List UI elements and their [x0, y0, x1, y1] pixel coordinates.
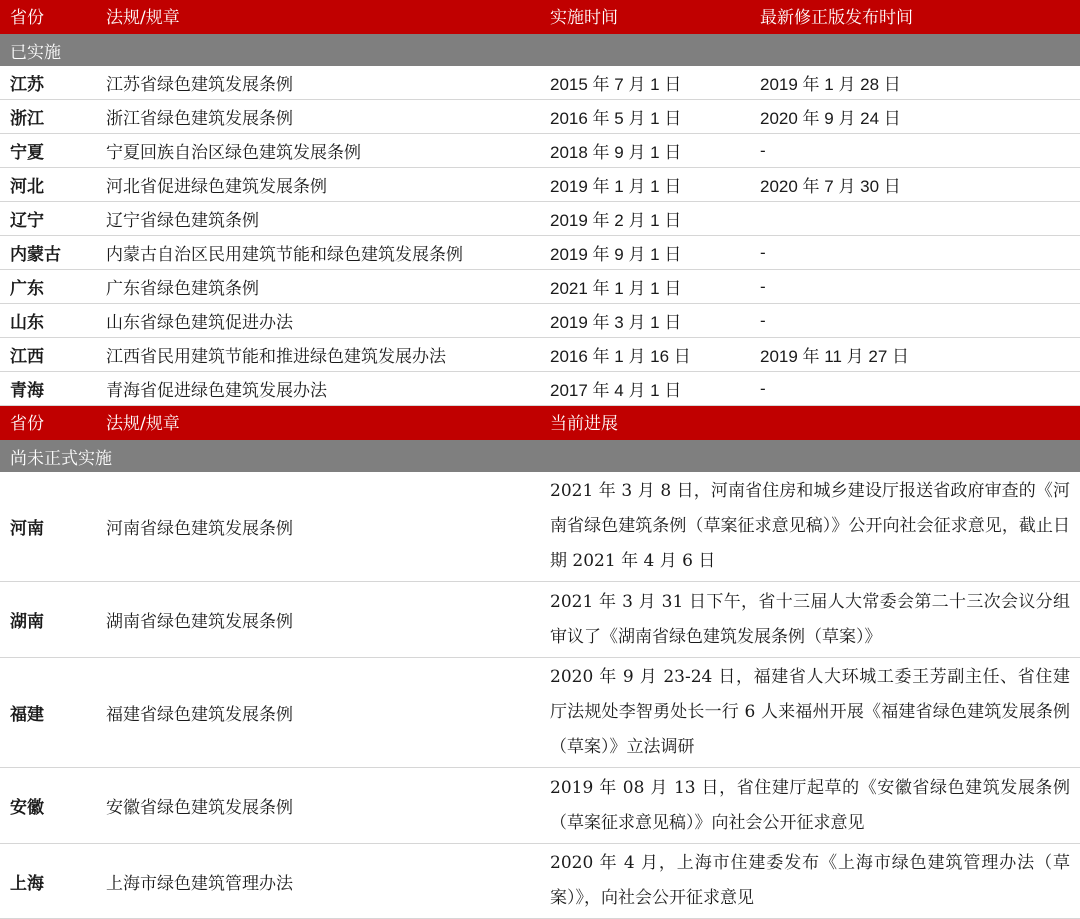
table-row: [0, 134, 1080, 168]
province-cell: 上海: [0, 844, 96, 919]
table-row: [0, 202, 1080, 236]
header-regulation: 法规/规章: [96, 0, 540, 34]
revised-time-cell: [750, 202, 1080, 236]
section-row-implemented: [0, 34, 1080, 66]
header-province: 省份: [0, 406, 96, 441]
table-row: [0, 472, 1080, 582]
table-row: [0, 236, 1080, 270]
province-cell: 江西: [0, 338, 96, 372]
revised-time-cell: -: [750, 372, 1080, 406]
province-cell: 河南: [0, 472, 96, 582]
header-row-pending: [0, 406, 1080, 441]
regulation-cell: 河南省绿色建筑发展条例: [96, 472, 540, 582]
province-cell: 内蒙古: [0, 236, 96, 270]
table-row: [0, 100, 1080, 134]
revised-time-cell: 2019 年 11 月 27 日: [750, 338, 1080, 372]
impl-time-cell: 2019 年 9 月 1 日: [540, 236, 750, 270]
impl-time-cell: 2016 年 5 月 1 日: [540, 100, 750, 134]
impl-time-cell: 2019 年 3 月 1 日: [540, 304, 750, 338]
header-province: 省份: [0, 0, 96, 34]
impl-time-cell: 2019 年 2 月 1 日: [540, 202, 750, 236]
table-row: [0, 582, 1080, 658]
impl-time-cell: 2015 年 7 月 1 日: [540, 66, 750, 100]
regulation-cell: 安徽省绿色建筑发展条例: [96, 768, 540, 844]
revised-time-cell: -: [750, 236, 1080, 270]
regulation-cell: 广东省绿色建筑条例: [96, 270, 540, 304]
province-cell: 广东: [0, 270, 96, 304]
progress-cell: 2020 年 9 月 23-24 日，福建省人大环城工委王芳副主任、省住建厅法规处李智勇处长一行 6 人来福州开展《福建省绿色建筑发展条例（草案）》立法调研: [540, 658, 1080, 768]
regulation-cell: 辽宁省绿色建筑条例: [96, 202, 540, 236]
impl-time-cell: 2019 年 1 月 1 日: [540, 168, 750, 202]
section-label-implemented: 已实施: [0, 34, 1080, 66]
revised-time-cell: 2020 年 7 月 30 日: [750, 168, 1080, 202]
table-row: [0, 768, 1080, 844]
regulation-cell: 湖南省绿色建筑发展条例: [96, 582, 540, 658]
impl-time-cell: 2018 年 9 月 1 日: [540, 134, 750, 168]
header-regulation: 法规/规章: [96, 406, 540, 441]
table-row: [0, 66, 1080, 100]
table-row: [0, 658, 1080, 768]
progress-cell: 2021 年 3 月 31 日下午，省十三届人大常委会第二十三次会议分组审议了《湖南省绿色建筑发展条例（草案）》: [540, 582, 1080, 658]
regulation-cell: 河北省促进绿色建筑发展条例: [96, 168, 540, 202]
regulation-cell: 江苏省绿色建筑发展条例: [96, 66, 540, 100]
province-cell: 浙江: [0, 100, 96, 134]
province-cell: 宁夏: [0, 134, 96, 168]
header-impl-time: 实施时间: [540, 0, 750, 34]
regulation-cell: 内蒙古自治区民用建筑节能和绿色建筑发展条例: [96, 236, 540, 270]
progress-cell: 2020 年 4 月，上海市住建委发布《上海市绿色建筑管理办法（草案）》，向社会公开征求意见: [540, 844, 1080, 919]
regulation-cell: 山东省绿色建筑促进办法: [96, 304, 540, 338]
province-cell: 辽宁: [0, 202, 96, 236]
regulation-cell: 宁夏回族自治区绿色建筑发展条例: [96, 134, 540, 168]
table-row: [0, 338, 1080, 372]
province-cell: 湖南: [0, 582, 96, 658]
impl-time-cell: 2016 年 1 月 16 日: [540, 338, 750, 372]
regulation-cell: 江西省民用建筑节能和推进绿色建筑发展办法: [96, 338, 540, 372]
section-row-pending: [0, 440, 1080, 472]
regulation-cell: 青海省促进绿色建筑发展办法: [96, 372, 540, 406]
table-row: [0, 844, 1080, 919]
regulation-cell: 浙江省绿色建筑发展条例: [96, 100, 540, 134]
province-cell: 山东: [0, 304, 96, 338]
revised-time-cell: -: [750, 134, 1080, 168]
province-cell: 河北: [0, 168, 96, 202]
regulation-cell: 福建省绿色建筑发展条例: [96, 658, 540, 768]
revised-time-cell: -: [750, 270, 1080, 304]
section-label-pending: 尚未正式实施: [0, 440, 1080, 472]
province-cell: 青海: [0, 372, 96, 406]
header-revised-time: 最新修正版发布时间: [750, 0, 1080, 34]
impl-time-cell: 2021 年 1 月 1 日: [540, 270, 750, 304]
revised-time-cell: 2020 年 9 月 24 日: [750, 100, 1080, 134]
revised-time-cell: -: [750, 304, 1080, 338]
table-row: [0, 168, 1080, 202]
impl-time-cell: 2017 年 4 月 1 日: [540, 372, 750, 406]
province-cell: 福建: [0, 658, 96, 768]
header-row-implemented: [0, 0, 1080, 34]
revised-time-cell: 2019 年 1 月 28 日: [750, 66, 1080, 100]
province-cell: 安徽: [0, 768, 96, 844]
progress-cell: 2021 年 3 月 8 日，河南省住房和城乡建设厅报送省政府审查的《河南省绿色建筑条例（草案征求意见稿）》公开向社会征求意见，截止日期 2021 年 4 月 6 日: [540, 472, 1080, 582]
table-row: [0, 304, 1080, 338]
header-progress: 当前进展: [540, 406, 1080, 441]
table-row: [0, 372, 1080, 406]
regulation-cell: 上海市绿色建筑管理办法: [96, 844, 540, 919]
province-cell: 江苏: [0, 66, 96, 100]
progress-cell: 2019 年 08 月 13 日，省住建厅起草的《安徽省绿色建筑发展条例（草案征求意见稿）》向社会公开征求意见: [540, 768, 1080, 844]
table-row: [0, 270, 1080, 304]
